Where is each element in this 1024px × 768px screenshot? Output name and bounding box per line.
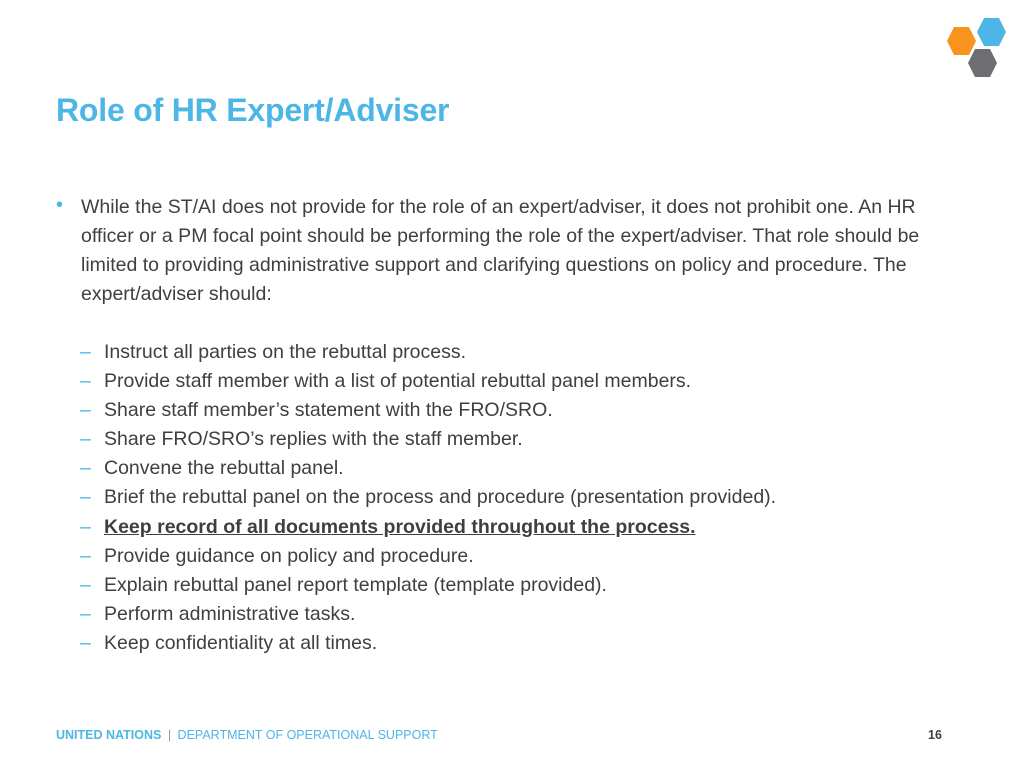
list-item-emphasized <box>80 513 946 542</box>
list-item-text: Provide guidance on policy and procedure. <box>104 544 474 567</box>
dash-icon: – <box>80 486 91 509</box>
hexagon-cluster-icon <box>938 12 1016 84</box>
orange-hexagon-icon <box>947 27 976 55</box>
footer <box>56 728 438 742</box>
list-item <box>80 338 946 367</box>
list-item-text: Perform administrative tasks. <box>104 602 356 625</box>
list-item-text: Share staff member’s statement with the FRO/SRO. <box>104 399 553 422</box>
footer-org: UNITED NATIONS <box>56 728 162 742</box>
list-item <box>80 542 946 571</box>
list-item <box>80 367 946 396</box>
dash-icon: – <box>80 399 91 422</box>
list-item <box>80 483 946 512</box>
list-item <box>80 425 946 454</box>
dash-icon: – <box>80 631 91 654</box>
footer-department: DEPARTMENT OF OPERATIONAL SUPPORT <box>177 728 438 742</box>
list-item-text: Convene the rebuttal panel. <box>104 457 344 480</box>
list-item-text: Keep record of all documents provided throughout the process. <box>104 515 696 538</box>
list-item-text: Explain rebuttal panel report template (template provided). <box>104 573 607 596</box>
list-item <box>80 396 946 425</box>
bullet-icon: • <box>56 194 64 216</box>
footer-separator: | <box>167 728 172 742</box>
dash-icon: – <box>80 602 91 625</box>
dash-icon: – <box>80 515 91 538</box>
dash-icon: – <box>80 428 91 451</box>
list-item-text: Instruct all parties on the rebuttal process. <box>104 341 467 363</box>
list-item <box>80 454 946 483</box>
list-item-text: Provide staff member with a list of potential rebuttal panel members. <box>104 370 692 393</box>
gray-hexagon-icon <box>968 49 997 77</box>
intro-text: While the ST/AI does not provide for the role of an expert/adviser, it does not prohibit one. An HR officer or a PM focal point should be performing the role of the expert/adviser. That role should be limited to providing administrative support and clarifying questions on policy and procedure. The expert/adviser should: <box>81 196 920 305</box>
dash-icon: – <box>80 341 91 363</box>
dash-icon: – <box>80 544 91 567</box>
page-number: 16 <box>928 728 942 742</box>
dash-icon: – <box>80 573 91 596</box>
dash-icon: – <box>80 457 91 480</box>
list-item-text: Keep confidentiality at all times. <box>104 631 378 654</box>
list-item-text: Brief the rebuttal panel on the process and procedure (presentation provided). <box>104 486 777 509</box>
list-item <box>80 629 946 658</box>
list-item <box>80 600 946 629</box>
blue-hexagon-icon <box>977 18 1006 46</box>
intro-bullet <box>56 193 946 309</box>
list-item <box>80 571 946 600</box>
slide-body <box>56 193 946 658</box>
dash-icon: – <box>80 370 91 393</box>
duties-list <box>80 338 946 658</box>
list-item-text: Share FRO/SRO’s replies with the staff member. <box>104 428 523 451</box>
slide-title: Role of HR Expert/Adviser <box>56 92 450 128</box>
